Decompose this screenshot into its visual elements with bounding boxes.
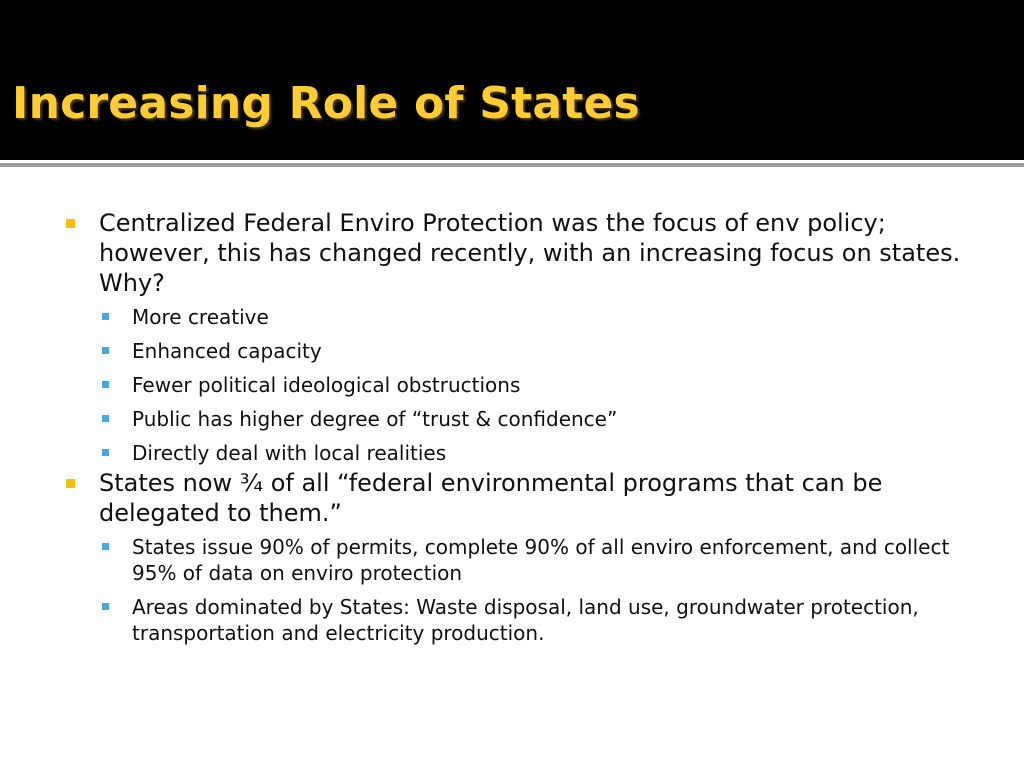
bullet-text: Centralized Federal Enviro Protection was the focus of env policy; however, this has changed recently, with an increasing focus on states. Why? xyxy=(99,209,961,297)
sub-bullet-text: Directly deal with local realities xyxy=(132,441,447,465)
sub-bullet-item xyxy=(99,594,964,646)
small-square-bullet-icon xyxy=(102,603,109,610)
slide-body xyxy=(64,208,964,654)
sub-bullet-item xyxy=(99,534,964,586)
sub-bullet-item xyxy=(99,406,964,432)
sub-bullet-item xyxy=(99,304,964,330)
small-square-bullet-icon xyxy=(102,415,109,422)
small-square-bullet-icon xyxy=(102,449,109,456)
slide-title: Increasing Role of States xyxy=(12,78,640,129)
square-bullet-icon xyxy=(66,479,75,488)
title-divider xyxy=(0,163,1024,167)
small-square-bullet-icon xyxy=(102,347,109,354)
sub-bullet-text: States issue 90% of permits, complete 90% of all enviro enforcement, and collect 95% of data on enviro protection xyxy=(132,535,950,585)
sub-bullet-item xyxy=(99,338,964,364)
sub-bullet-item xyxy=(99,372,964,398)
sub-bullet-text: Areas dominated by States: Waste disposal, land use, groundwater protection, transportation and electricity production. xyxy=(132,595,919,645)
small-square-bullet-icon xyxy=(102,313,109,320)
bullet-list xyxy=(64,208,964,646)
sub-bullet-list xyxy=(99,534,964,646)
title-bar xyxy=(0,0,1024,160)
sub-bullet-text: Enhanced capacity xyxy=(132,339,322,363)
sub-bullet-list xyxy=(99,304,964,466)
small-square-bullet-icon xyxy=(102,543,109,550)
square-bullet-icon xyxy=(66,219,75,228)
sub-bullet-item xyxy=(99,440,964,466)
small-square-bullet-icon xyxy=(102,381,109,388)
sub-bullet-text: Fewer political ideological obstructions xyxy=(132,373,521,397)
bullet-item xyxy=(64,208,964,466)
sub-bullet-text: More creative xyxy=(132,305,269,329)
bullet-item xyxy=(64,468,964,646)
sub-bullet-text: Public has higher degree of “trust & confidence” xyxy=(132,407,618,431)
bullet-text: States now ¾ of all “federal environmental programs that can be delegated to them.” xyxy=(99,469,883,527)
